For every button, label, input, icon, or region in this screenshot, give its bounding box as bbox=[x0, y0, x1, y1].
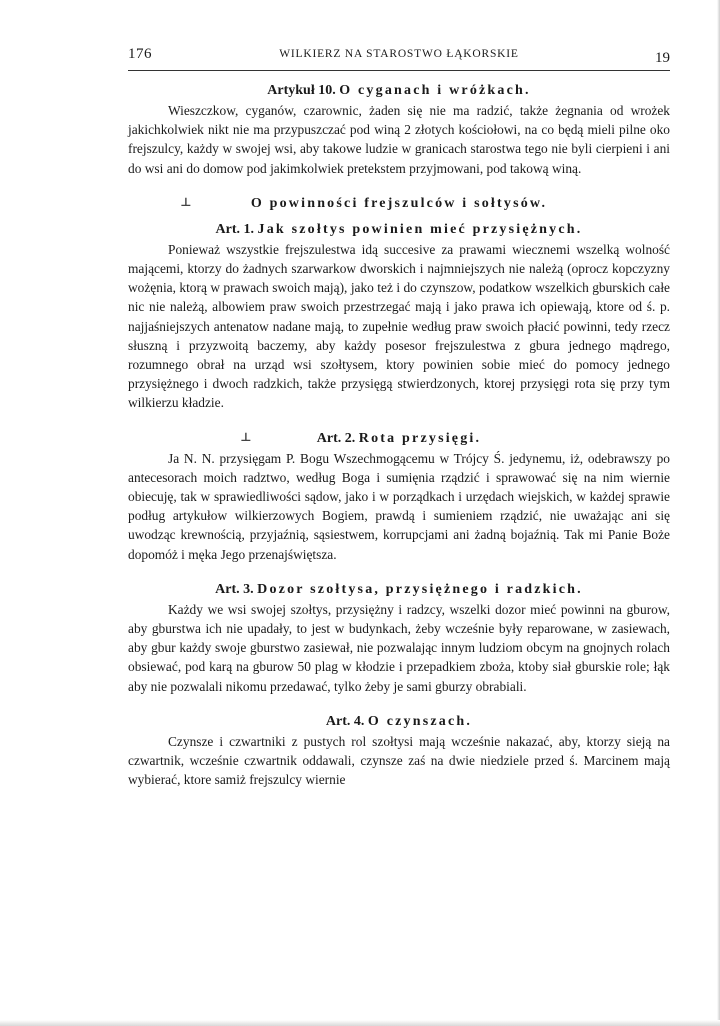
heading-prefix: Artykuł 10. bbox=[267, 83, 336, 98]
paragraph-art3: Każdy we wsi swojej szołtys, przysiężny i radzcy, wszelki dozor mieć powinni na gburow, aby gburstwa ich nie upadały, to jest w budynkach, żeby wcześnie były reparowane, w zasiewach, aby gbur każdy swoje gburstwo zasiewał, nie pozwalając innym ludziom obcym na gnojnych rolach obsiewać, pod karą na gburow 50 plag w kłodzie i przepadkiem zboża, ktoby siał gburskie role; łąk aby nie pozwalali nikomu przedawać, tylko żeby je sami gburzy obrabiali. bbox=[128, 601, 670, 694]
margin-mark: ⊥ bbox=[240, 429, 252, 444]
heading-title: Jak szołtys powinien mieć przysiężnych. bbox=[257, 221, 583, 237]
running-title: WILKIERZ NA STAROSTWO ŁĄKORSKIE bbox=[279, 48, 519, 60]
heading-title: O cyganach i wróżkach. bbox=[339, 83, 531, 98]
section-heading-art10 bbox=[128, 81, 670, 101]
paragraph-art2: Ja N. N. przysięgam P. Bogu Wszechmogącemu w Trójcy Ś. jedynemu, iż, odebrawszy po antecesorach moich radztwo, według Boga i sumięnia rządzić i sprawować się na nim wiernie obiecuję, tak w sprawiedliwości sądow, jako i w porządkach i urzędach wiejskich, w każdej sprawie podług artykułow wilkierzowych Bogiem, prawdą i sumieniem rządzić, nie uważając ani się uwodząc krewnością, przyjaźnią, sąsiestwem, korrupcjami ani żadną bojaźnią. Tak mi Panie Boże dopomóż i męka Jego przenajświętsza. bbox=[128, 450, 670, 562]
heading-title: O czynszach. bbox=[367, 713, 473, 729]
heading-prefix: Art. 3. bbox=[215, 581, 254, 597]
heading-prefix: Art. 1. bbox=[215, 221, 255, 237]
book-page bbox=[128, 44, 670, 789]
section-heading-art1 bbox=[128, 220, 670, 240]
heading-prefix: Art. 4. bbox=[325, 713, 365, 729]
heading-title: Rota przysięgi. bbox=[358, 430, 482, 446]
heading-title: O powinności frejszulców i sołtysów. bbox=[250, 195, 548, 211]
paragraph-art1: Ponieważ wszystkie frejszulestwa idą succesive za prawami wiecznemi wszelką wolność mającemi, ktorzy do żadnych szarwarkow dworskich i najmniejszych nie należą (oprocz kopczyzny wożęnia, ktorą w prawach swoich mają), jako też i do czynszow, podatkow wszelkich gburskich całe nic nie należą, albowiem praw swoich przestrzegać mają i jako prawa ich opiewają, ktore od ś. p. najjaśniejszych antenatow nadane mają, to zupełnie według praw swoich płacić powinni, tedy rzecz słuszną i przyzwoitą baczemy, aby każdy posesor frejszulestwa z gbura jednego mądrego, rozumnego obrał na urząd wsi szołtysem, ktory powinien sobie mieć do pomocy jednego przysiężnego i dwoch radzkich, także przysięgą stwierdzonych, ktorej przysięgi rota się przy tym wilkierzu kładzie. bbox=[128, 241, 670, 411]
heading-prefix: Art. 2. bbox=[316, 430, 356, 446]
scan-edge-bottom bbox=[0, 1020, 720, 1026]
heading-title: Dozor szołtysa, przysiężnego i radzkich. bbox=[257, 581, 583, 597]
section-heading-art4 bbox=[128, 712, 670, 732]
page-number: 176 bbox=[128, 46, 152, 62]
margin-mark: ⊥ bbox=[180, 194, 192, 209]
running-head bbox=[128, 44, 670, 66]
paragraph-art10: Wieszczkow, cyganów, czarownic, żaden się nie ma radzić, także żegnania od wrożek jakichkolwiek nikt nie ma przypuszczać pod winą 2 złotych kościołowi, na co będą mieli pilne oko frejszulcy, każdy w swojej wsi, aby takowe ludzie w granicach starostwa tego nie byli cierpieni i ani do wsi ani do domow pod jakimkolwiek pretekstem przyjmowani, pod takową winą. bbox=[128, 103, 670, 176]
chapter-heading-duties bbox=[128, 194, 670, 214]
section-heading-art3 bbox=[128, 580, 670, 600]
paragraph-art4: Czynsze i czwartniki z pustych rol szołtysi mają wcześnie nakazać, aby, ktorzy sieją na czwartnik, wcześnie czwartnik oddawali, czynsze zaś na dwie niedziele przed ś. Marcinem mają wybierać, ktore samiż frejszulcy wiernie bbox=[128, 733, 670, 788]
section-heading-art2 bbox=[128, 429, 670, 449]
signature-mark: 19 bbox=[655, 50, 670, 66]
